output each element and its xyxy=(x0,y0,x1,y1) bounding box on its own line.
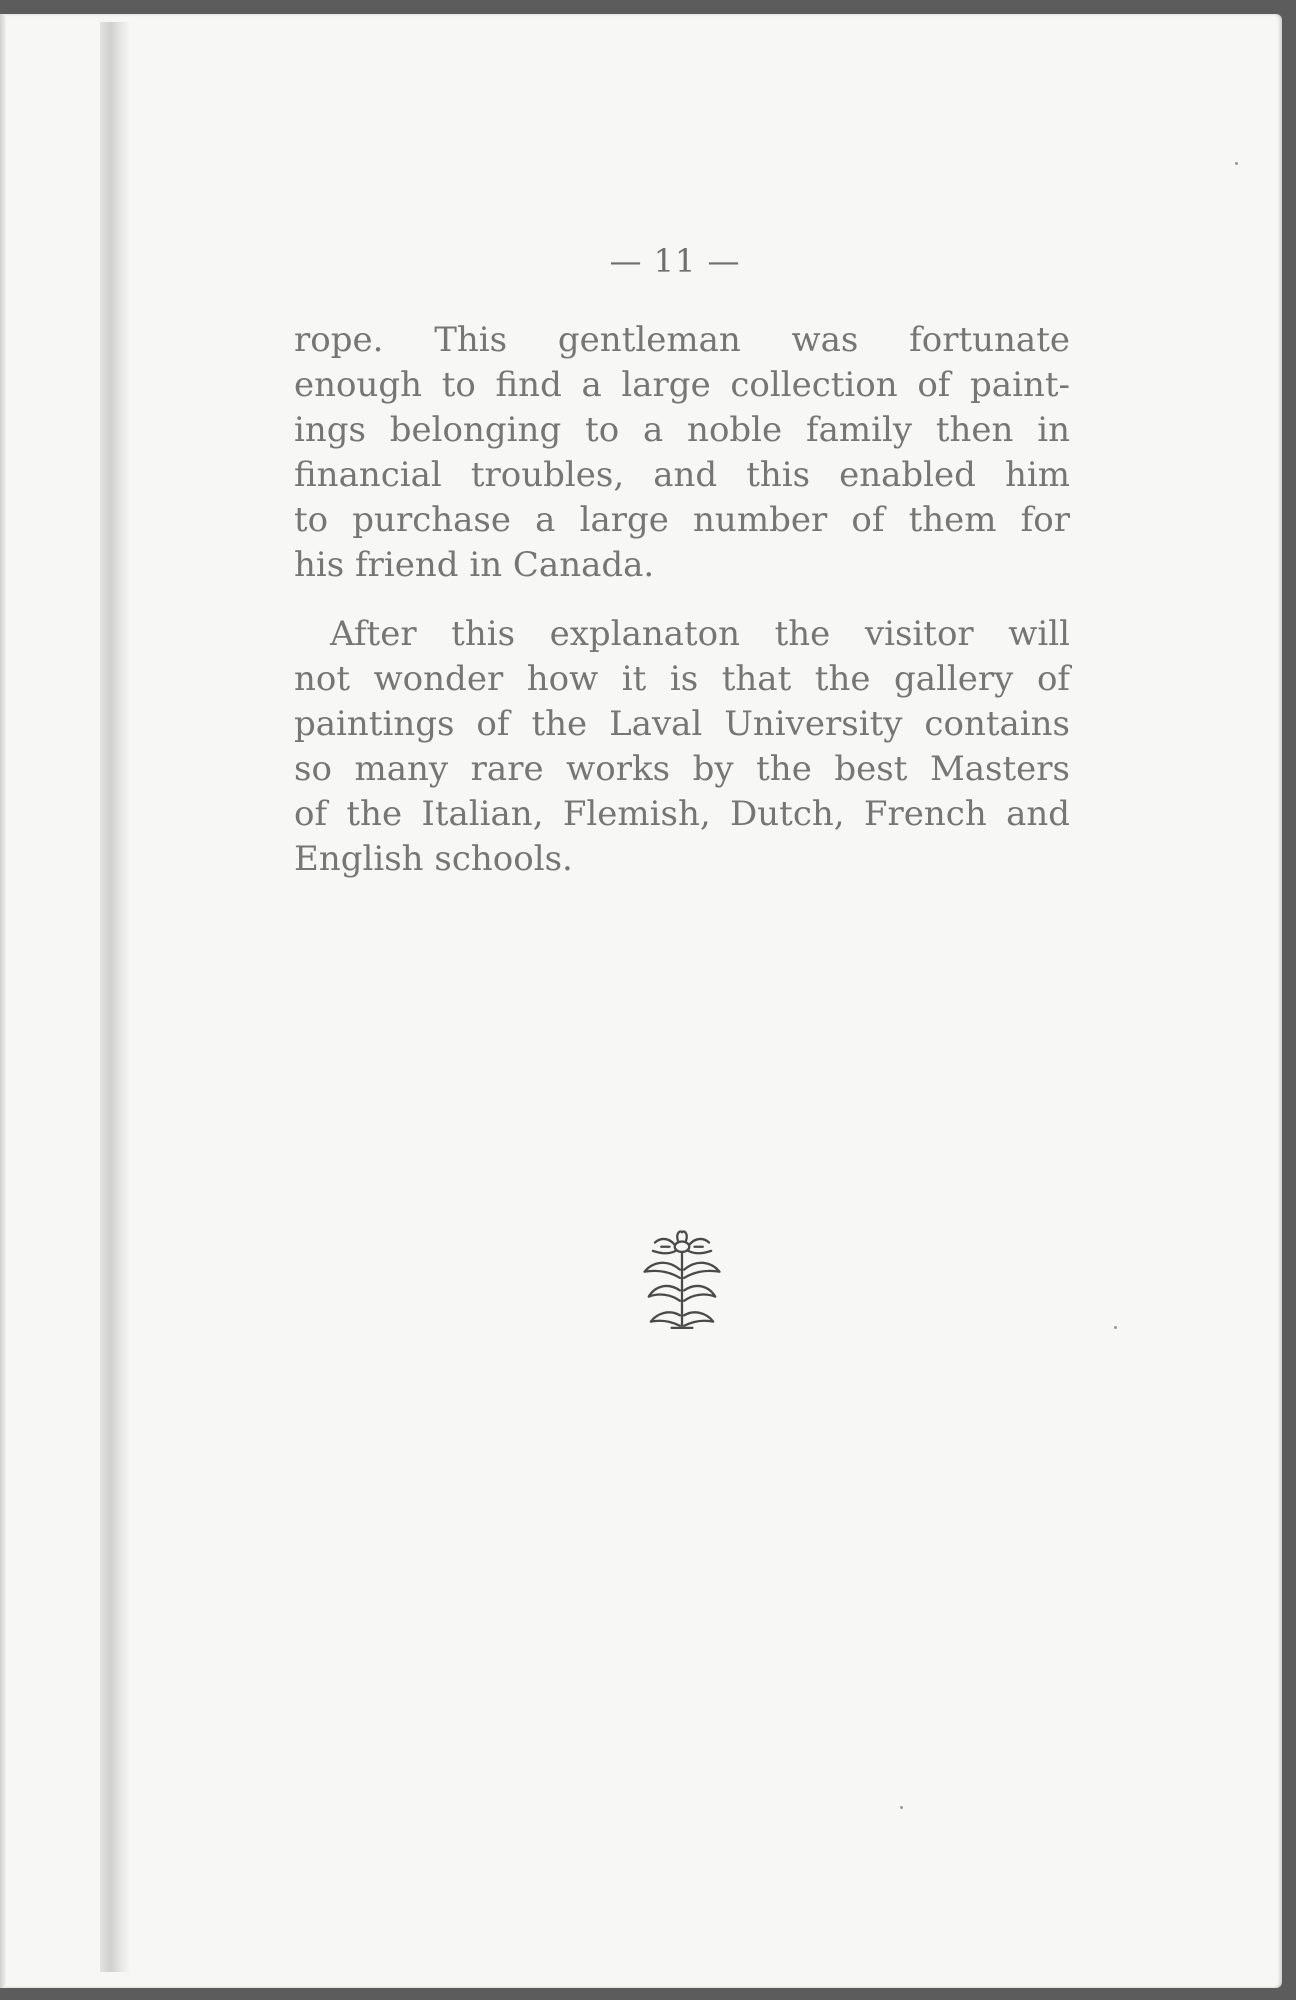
page-number: — 11 — xyxy=(609,242,741,280)
text-line: English schools. xyxy=(294,839,573,879)
text-line: rope. This gentleman was fortunate xyxy=(294,320,1070,360)
text-line: financial troubles, and this enabled him xyxy=(294,455,1070,495)
paper-speck xyxy=(1114,1326,1117,1329)
binding-shadow xyxy=(100,22,130,1972)
text-line: paintings of the Laval University contains xyxy=(294,704,1070,744)
paragraph-1 xyxy=(294,318,1070,588)
text-line: not wonder how it is that the gallery of xyxy=(294,659,1070,699)
paper-sheet xyxy=(0,14,1282,1988)
body-text xyxy=(294,318,1070,882)
text-line: of the Italian, Flemish, Dutch, French and xyxy=(294,794,1070,834)
text-line: so many rare works by the best Masters xyxy=(294,749,1070,789)
flower-ornament-icon xyxy=(630,1228,734,1332)
text-line: his friend in Canada. xyxy=(294,545,655,585)
paragraph-2 xyxy=(294,612,1070,882)
page-left-edge xyxy=(0,14,6,1988)
text-line: to purchase a large number of them for xyxy=(294,500,1070,540)
paper-speck xyxy=(900,1806,903,1809)
text-line: enough to find a large collection of paint- xyxy=(294,365,1070,405)
text-line: ings belonging to a noble family then in xyxy=(294,410,1070,450)
paper-speck xyxy=(1235,162,1238,165)
text-line: After this explanaton the visitor will xyxy=(330,614,1070,654)
